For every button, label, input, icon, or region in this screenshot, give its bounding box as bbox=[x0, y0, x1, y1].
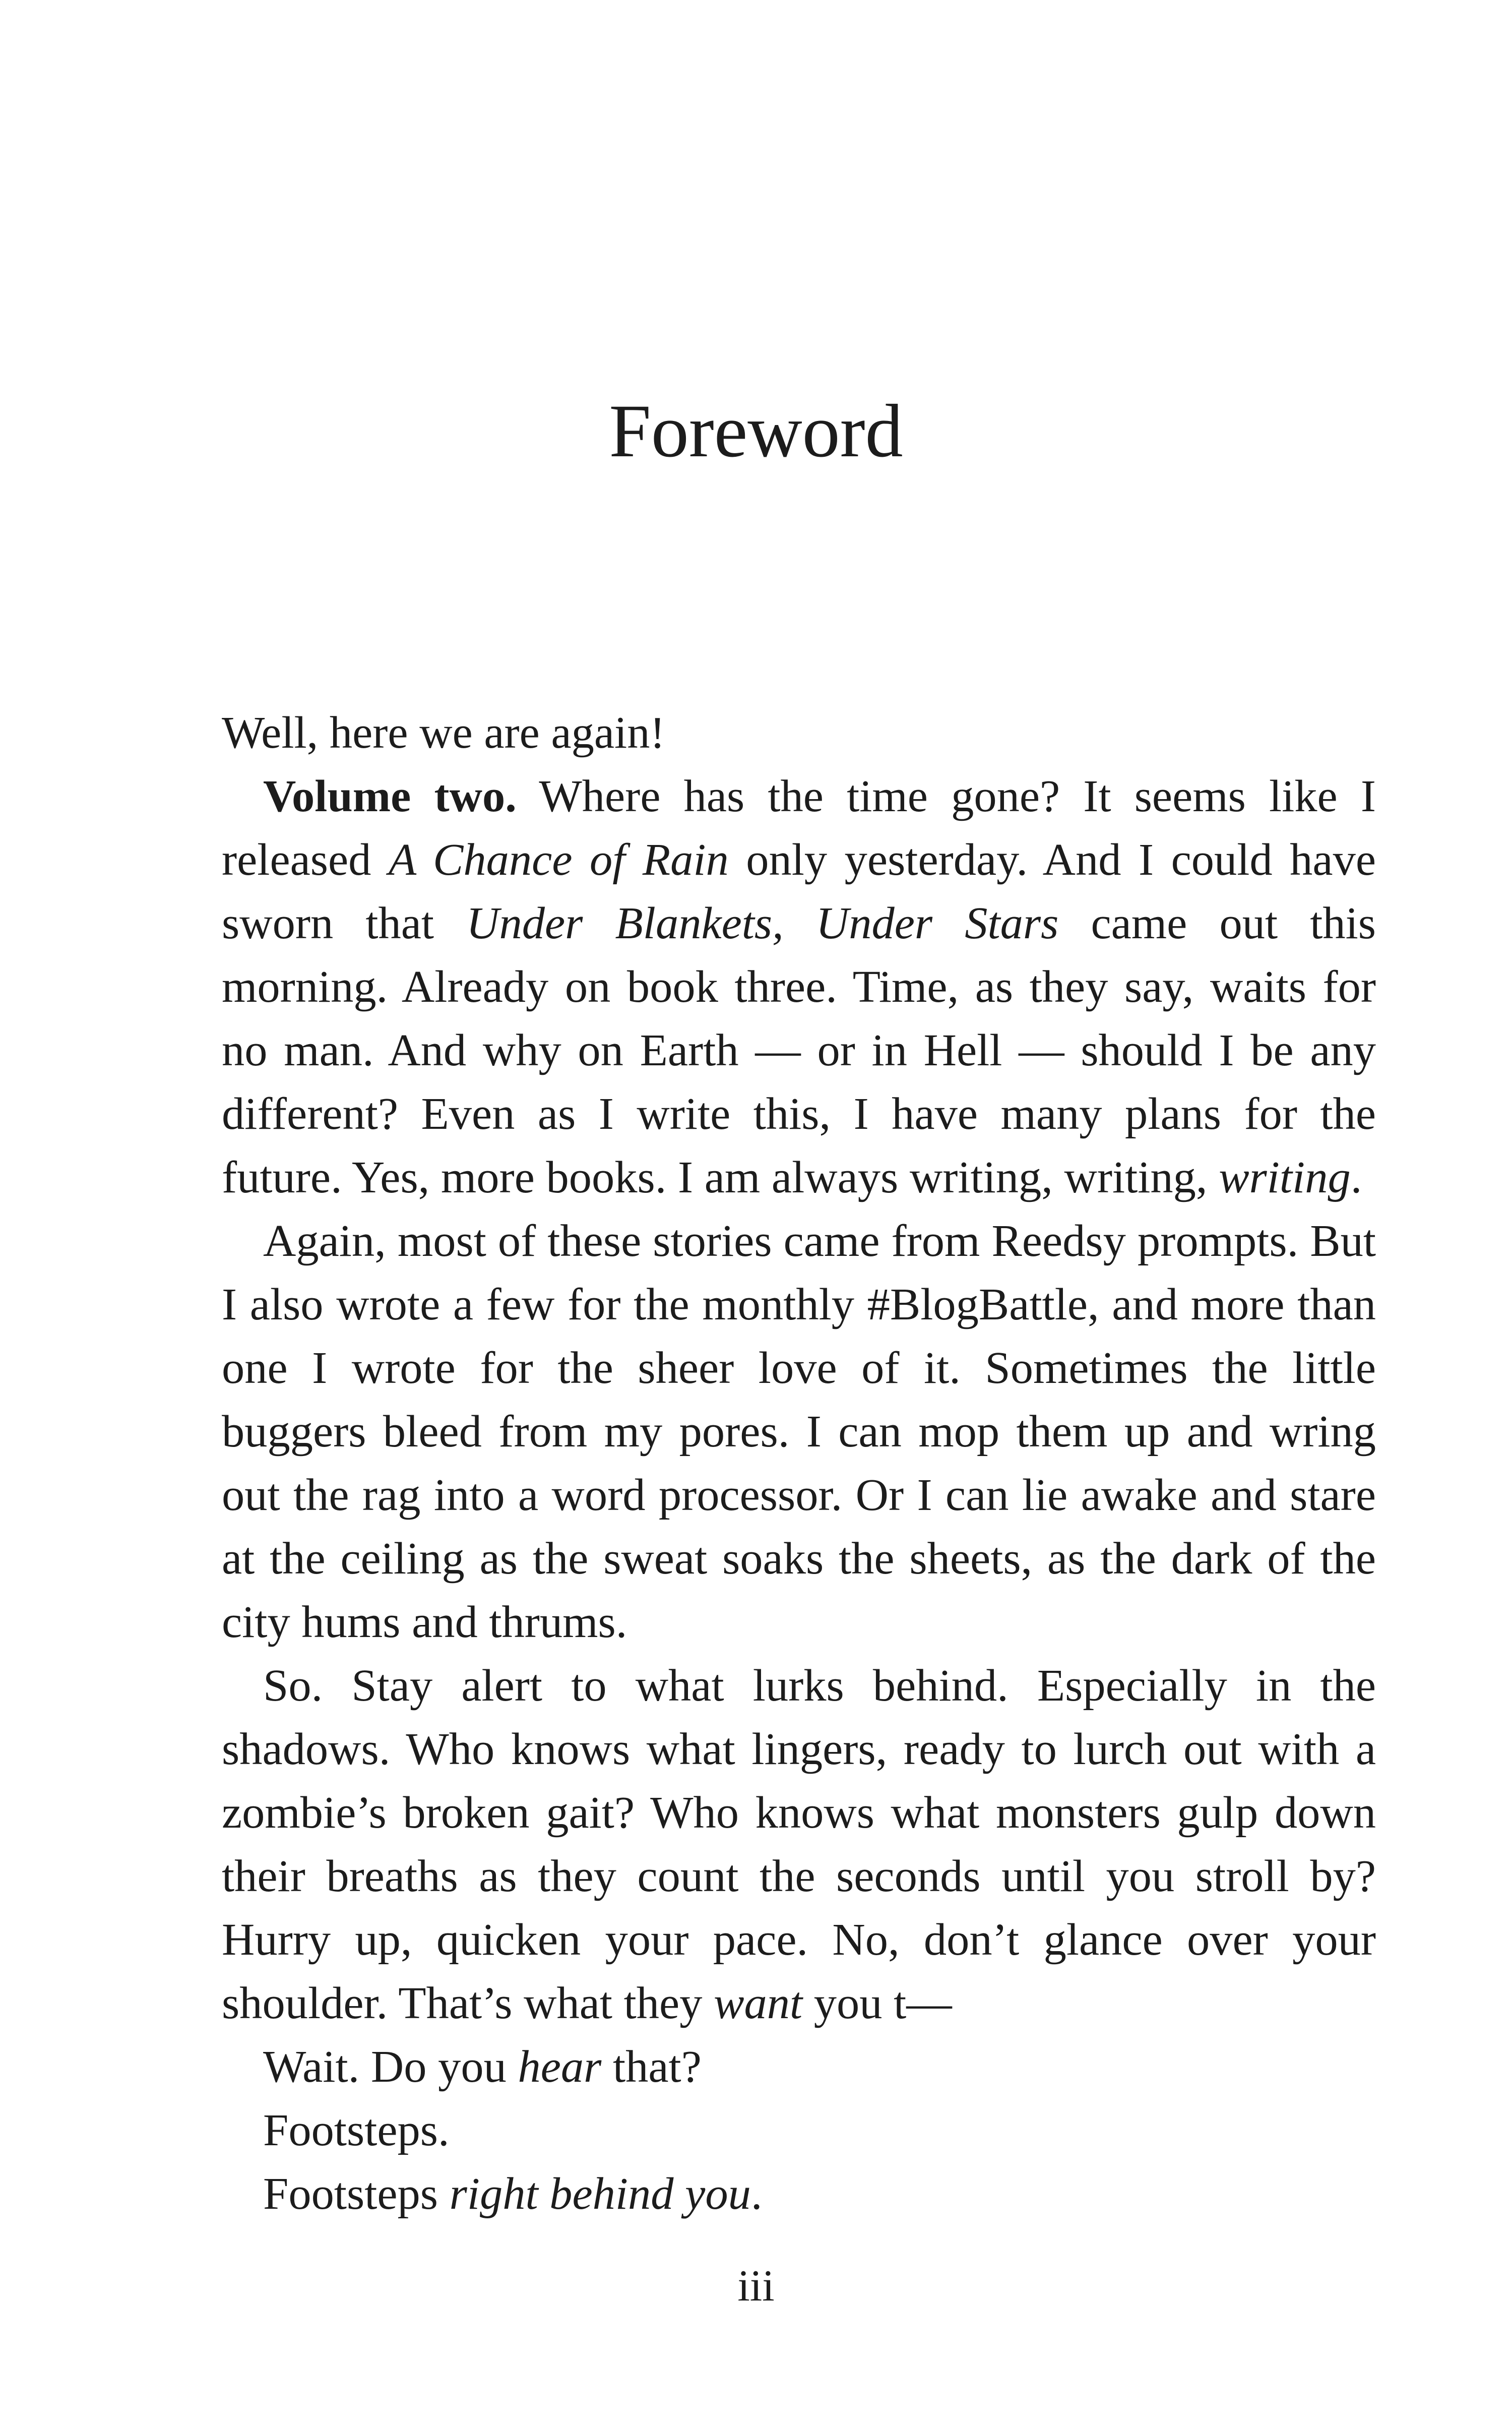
foreword-body bbox=[222, 701, 1376, 2225]
chapter-title: Foreword bbox=[609, 389, 903, 473]
paragraph-2-lead: Volume two. bbox=[263, 770, 517, 821]
paragraph-4-text-1: So. Stay alert to what lurks behind. Especially in the shadows. Who knows what lingers, ready to lurch out with a zombie’s broken gait? Who knows what monsters gulp down their breaths as they count the seconds until you stroll by? Hurry up, quicken your pace. No, don’t glance over your shoulder. That’s what they bbox=[222, 1660, 1376, 2028]
paragraph-2-text-1: Where has the time gone? It seems like I released bbox=[222, 770, 1376, 885]
paragraph-2-text-2: only yesterday. And I could have sworn that bbox=[222, 834, 1376, 948]
paragraph-1-text: Well, here we are again! bbox=[222, 707, 665, 758]
paragraph-6-text: Footsteps. bbox=[263, 2104, 450, 2155]
paragraph-5-text-1: Wait. Do you bbox=[263, 2041, 518, 2092]
paragraph-7-text-1: Footsteps bbox=[263, 2168, 450, 2219]
paragraph-6 bbox=[222, 2098, 1376, 2162]
paragraph-2-text-3: came out this morning. Already on book three. Time, as they say, waits for no man. And why on Earth — or in Hell — should I be any different? Even as I write this, I have many plans for the future. Yes, more books. I am always writing, writing, bbox=[222, 897, 1376, 1202]
page-number: iii bbox=[737, 2262, 775, 2311]
paragraph-7-text-2: . bbox=[750, 2168, 763, 2219]
book-title-under-blankets-under-stars: Under Blankets, Under Stars bbox=[466, 897, 1059, 948]
paragraph-4 bbox=[222, 1654, 1376, 2035]
paragraph-3-text: Again, most of these stories came from Reedsy prompts. But I also wrote a few for the monthly #BlogBattle, and more than one I wrote for the sheer love of it. Sometimes the little buggers bleed from my pores. I can mop them up and wring out the rag into a word processor. Or I can lie awake and stare at the ceiling as the sweat soaks the sheets, as the dark of the city hums and thrums. bbox=[222, 1215, 1376, 1647]
paragraph-1 bbox=[222, 701, 1376, 764]
paragraph-2 bbox=[222, 764, 1376, 1209]
paragraph-2-text-4: . bbox=[1350, 1152, 1362, 1202]
paragraph-5 bbox=[222, 2035, 1376, 2098]
paragraph-7 bbox=[222, 2162, 1376, 2225]
paragraph-5-text-2: that? bbox=[601, 2041, 702, 2092]
paragraph-4-text-2: you t— bbox=[802, 1977, 952, 2028]
paragraph-2-emphasis: writing bbox=[1219, 1152, 1351, 1202]
paragraph-7-emphasis: right behind you bbox=[449, 2168, 751, 2219]
paragraph-5-emphasis: hear bbox=[518, 2041, 602, 2092]
paragraph-4-emphasis: want bbox=[714, 1977, 803, 2028]
paragraph-3 bbox=[222, 1209, 1376, 1654]
book-title-a-chance-of-rain: A Chance of Rain bbox=[388, 834, 729, 885]
